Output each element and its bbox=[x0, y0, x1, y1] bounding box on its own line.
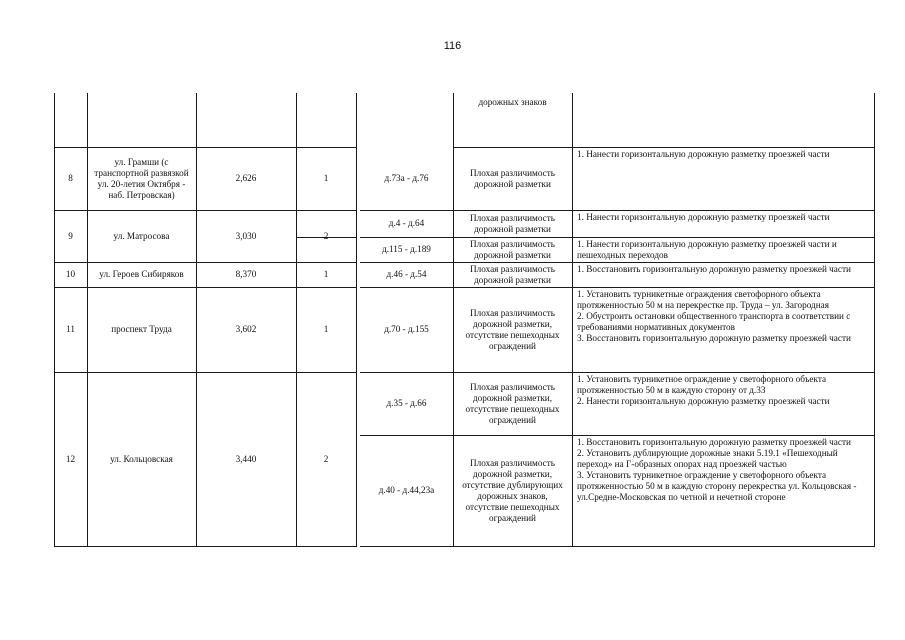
row-number bbox=[54, 147, 87, 210]
remedial-measures bbox=[575, 287, 873, 372]
section-range bbox=[360, 262, 453, 287]
street-length bbox=[196, 372, 296, 546]
street-name-text: ул. Матросова bbox=[113, 230, 170, 241]
street-length bbox=[196, 210, 296, 262]
street-category-text: 2 bbox=[323, 230, 329, 241]
street-length-text: 3,030 bbox=[235, 230, 257, 241]
street-name bbox=[87, 262, 196, 287]
issue-description-text: Плохая различимость дорожной разметки, отсутствие пешеходных ограждений bbox=[465, 381, 560, 425]
row-number bbox=[54, 210, 87, 262]
street-category bbox=[296, 287, 356, 372]
remedial-measures-text: 1. Установить турникетные ограждения светофорного объекта протяженностью 50 м на перекрестке пр. Труда – ул. Загородная 2. Обустроить остановки общественного транспорта в соответствии с требованиями нормативных документов 3. Восстановить горизонтальную дорожную разметку проезжей части bbox=[577, 289, 851, 343]
street-length bbox=[196, 287, 296, 372]
row-number-text: 9 bbox=[68, 230, 73, 241]
section-range bbox=[360, 435, 453, 546]
street-category-text: 1 bbox=[323, 173, 329, 183]
issue-description bbox=[453, 262, 572, 287]
remedial-measures bbox=[575, 237, 873, 262]
section-range-text: д.70 - д.155 bbox=[384, 324, 429, 334]
street-name-text: ул. Героев Сибиряков bbox=[99, 269, 184, 279]
column-rule bbox=[572, 93, 573, 546]
remedial-measures bbox=[575, 262, 873, 287]
row-number-text: 12 bbox=[65, 453, 76, 464]
remedial-measures-text: 1. Установить турникетное ограждение у светофорного объекта протяженностью 50 м в каждую сторону от д.33 2. Нанести горизонтальную дорожную разметку проезжей части bbox=[577, 374, 830, 406]
remedial-measures-text: 1. Восстановить горизонтальную дорожную разметку проезжей части 2. Установить дублирующие дорожные знаки 5.19.1 «Пешеходный переход» на Г-образных опорах над проезжей частью 3. Установить турникетное ограждение у светофорного объекта протяженностью 50 м в каждую сторону перекрестка ул. Кольцовская - ул.Средне-Московская по четной и нечетной стороне bbox=[577, 437, 857, 502]
street-category bbox=[296, 210, 356, 262]
row-number bbox=[54, 372, 87, 546]
issue-description bbox=[453, 147, 572, 210]
street-name-text: ул. Кольцовская bbox=[110, 453, 173, 464]
section-range bbox=[360, 287, 453, 372]
row-number-text: 10 bbox=[65, 269, 76, 279]
street-length-text: 2,626 bbox=[235, 173, 257, 183]
street-length bbox=[196, 147, 296, 210]
remedial-measures-text: 1. Нанести горизонтальную дорожную разметку проезжей части bbox=[577, 149, 830, 159]
street-name-text: проспект Труда bbox=[111, 324, 172, 334]
remedial-measures-text: 1. Нанести горизонтальную дорожную разметку проезжей части bbox=[577, 212, 830, 222]
street-length-text: 3,440 bbox=[235, 453, 257, 464]
section-range bbox=[360, 372, 453, 435]
row-number bbox=[54, 262, 87, 287]
column-rule bbox=[874, 93, 875, 546]
street-name-text: ул. Грамши (с транспортной развязкой ул. 20-летия Октября - наб. Петровская) bbox=[94, 156, 189, 200]
street-name bbox=[87, 210, 196, 262]
remedial-measures bbox=[575, 435, 873, 546]
section-range-text: д.115 - д.189 bbox=[382, 244, 431, 254]
street-category-text: 1 bbox=[323, 324, 329, 334]
issue-description bbox=[453, 435, 572, 546]
remedial-measures-text: 1. Восстановить горизонтальную дорожную разметку проезжей части bbox=[577, 264, 851, 274]
row-rule bbox=[54, 546, 357, 547]
street-category bbox=[296, 147, 356, 210]
issue-description-text: Плохая различимость дорожной разметки, отсутствие дублирующих дорожных знаков, отсутствие пешеходных ограждений bbox=[462, 457, 563, 523]
issue-description-text: Плохая различимость дорожной разметки, отсутствие пешеходных ограждений bbox=[465, 307, 560, 351]
page-number: 116 bbox=[443, 40, 462, 52]
issue-description bbox=[453, 210, 572, 237]
issue-description bbox=[453, 372, 572, 435]
street-category bbox=[296, 372, 356, 546]
section-range-text: д.40 - д.44,23а bbox=[378, 485, 435, 495]
street-category-text: 2 bbox=[323, 453, 329, 464]
section-range bbox=[360, 147, 453, 210]
section-range bbox=[360, 237, 453, 262]
issue-description-text: Плохая различимость дорожной разметки bbox=[470, 263, 555, 285]
remedial-measures bbox=[575, 210, 873, 237]
street-name bbox=[87, 287, 196, 372]
street-length-text: 8,370 bbox=[235, 269, 257, 279]
row-number bbox=[54, 287, 87, 372]
street-length bbox=[196, 262, 296, 287]
street-length-text: 3,602 bbox=[235, 324, 257, 334]
remedial-measures-text: 1. Нанести горизонтальную дорожную разметку проезжей части и пешеходных переходов bbox=[577, 239, 837, 260]
remedial-measures bbox=[575, 372, 873, 435]
street-name bbox=[87, 372, 196, 546]
column-rule bbox=[356, 93, 357, 546]
street-category-text: 1 bbox=[323, 269, 329, 279]
continued-issue-cell bbox=[453, 93, 572, 147]
issue-description bbox=[453, 287, 572, 372]
section-range-text: д.4 - д.64 bbox=[388, 218, 425, 228]
issue-description bbox=[453, 237, 572, 262]
section-range-text: д.35 - д.66 bbox=[386, 398, 427, 408]
section-range-text: д.73а - д.76 bbox=[384, 173, 429, 183]
remedial-measures bbox=[575, 147, 873, 210]
issue-description-text: Плохая различимость дорожной разметки bbox=[470, 167, 555, 189]
street-name bbox=[87, 147, 196, 210]
row-number-text: 11 bbox=[66, 324, 75, 334]
street-category bbox=[296, 262, 356, 287]
section-range bbox=[360, 210, 453, 237]
continued-issue-cell-text: дорожных знаков bbox=[478, 97, 547, 107]
issue-description-text: Плохая различимость дорожной разметки bbox=[470, 238, 555, 260]
issue-description-text: Плохая различимость дорожной разметки bbox=[470, 212, 555, 234]
section-range-text: д.46 - д.54 bbox=[386, 269, 427, 279]
row-rule bbox=[360, 546, 875, 547]
row-number-text: 8 bbox=[68, 173, 73, 183]
